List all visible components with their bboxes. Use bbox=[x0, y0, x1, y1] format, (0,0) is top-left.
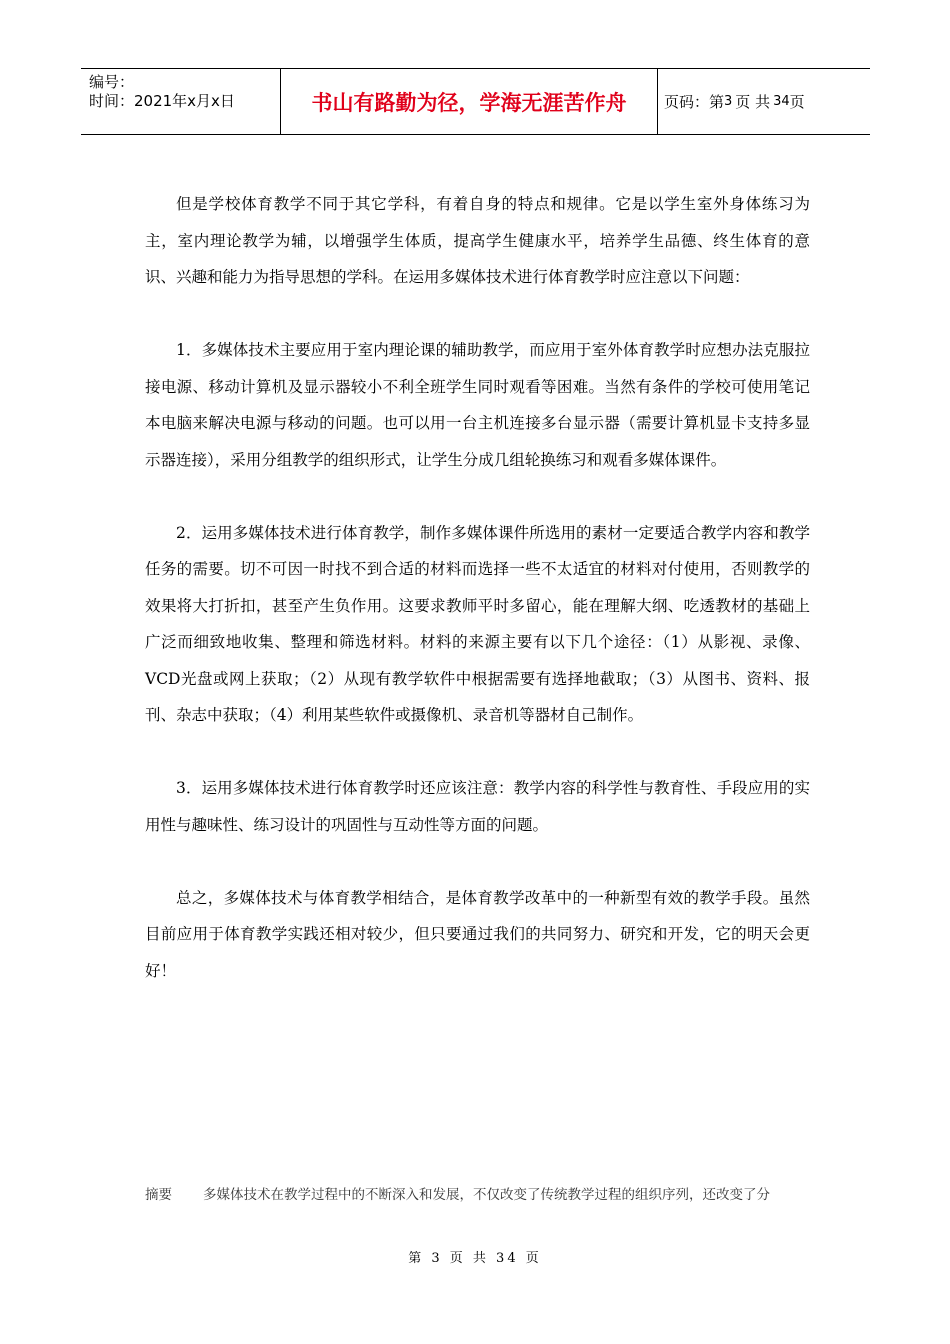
paragraph: 3．运用多媒体技术进行体育教学时还应该注意：教学内容的科学性与教育性、手段应用的实用性与趣味性、练习设计的巩固性与互动性等方面的问题。 bbox=[145, 779, 810, 834]
header-meta bbox=[81, 69, 281, 134]
header-motto: 书山有路勤为径，学海无涯苦作舟 bbox=[281, 69, 658, 134]
page-footer: 第 3 页 共 34 页 bbox=[408, 1251, 542, 1266]
paragraph: 但是学校体育教学不同于其它学科，有着自身的特点和规律。它是以学生室外身体练习为主，室内理论教学为辅，以增强学生体质，提高学生健康水平，培养学生品德、终生体育的意识、兴趣和能力为指导思想的学科。在运用多媒体技术进行体育教学时应注意以下问题： bbox=[145, 195, 810, 286]
page-total: 34 bbox=[773, 94, 790, 109]
abstract-text: 多媒体技术在教学过程中的不断深入和发展，不仅改变了传统教学过程的组织序列，还改变了分 bbox=[203, 1187, 770, 1203]
paragraph: 1．多媒体技术主要应用于室内理论课的辅助教学，而应用于室外体育教学时应想办法克服拉接电源、移动计算机及显示器较小不利全班学生同时观看等困难。当然有条件的学校可使用笔记本电脑来解决电源与移动的问题。也可以用一台主机连接多台显示器（需要计算机显卡支持多显示器连接），采用分组教学的组织形式，让学生分成几组轮换练习和观看多媒体课件。 bbox=[145, 341, 810, 469]
header-page-number bbox=[658, 69, 870, 134]
page-prefix: 页码：第 bbox=[664, 93, 725, 111]
abstract-line bbox=[145, 1183, 825, 1203]
page-current: 3 bbox=[724, 94, 733, 109]
paragraph: 2．运用多媒体技术进行体育教学，制作多媒体课件所选用的素材一定要适合教学内容和教学任务的需要。切不可因一时找不到合适的材料而选择一些不太适宜的材料对付使用，否则教学的效果将大打折扣，甚至产生负作用。这要求教师平时多留心，能在理解大纲、吃透教材的基础上广泛而细致地收集、整理和筛选材料。材料的来源主要有以下几个途径：（1）从影视、录像、VCD光盘或网上获取；（2）从现有教学软件中根据需要有选择地截取；（3）从图书、资料、报刊、杂志中获取；（4）利用某些软件或摄像机、录音机等器材自己制作。 bbox=[145, 523, 810, 724]
serial-label: 编号： bbox=[89, 73, 135, 91]
paragraph: 总之，多媒体技术与体育教学相结合，是体育教学改革中的一种新型有效的教学手段。虽然目前应用于体育教学实践还相对较少，但只要通过我们的共同努力、研究和开发，它的明天会更好！ bbox=[145, 888, 810, 980]
abstract-label: 摘要 bbox=[145, 1187, 172, 1203]
page-middle: 页 共 bbox=[735, 93, 771, 111]
time-label: 时间：2021年x月x日 bbox=[89, 92, 235, 110]
page-header bbox=[81, 68, 870, 135]
page-suffix: 页 bbox=[789, 93, 805, 111]
document-body bbox=[145, 186, 810, 1026]
